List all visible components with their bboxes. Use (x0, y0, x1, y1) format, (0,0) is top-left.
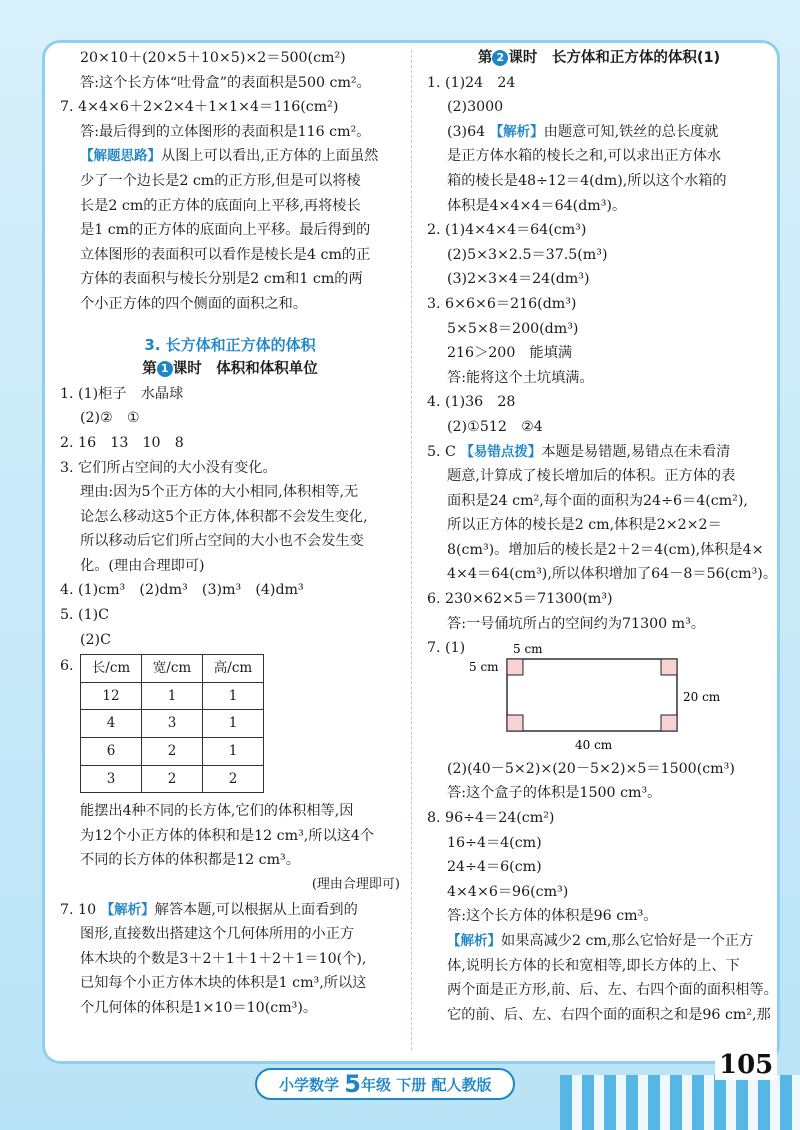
footer-term: 下册 (396, 1076, 427, 1094)
table-row (81, 738, 264, 766)
hint-line: 少了一个边长是2 cm的正方形,但是可以将棱 (80, 172, 361, 189)
text-line: 两个面是正方形,前、后、左、右四个面的面积相等。 (447, 982, 778, 999)
answer-line: 答:最后得到的立体图形的表面积是116 cm²。 (80, 123, 371, 140)
answer-line: 答:这个盒子的体积是1500 cm³。 (447, 785, 662, 802)
column-divider (411, 50, 412, 1050)
text-line: 已知每个小正方体木块的体积是1 cm³,所以这 (80, 975, 367, 992)
question-5 (427, 440, 771, 465)
hint-line: 是1 cm的正方体的底面向上平移。最后得到的 (80, 222, 371, 239)
dimension-table (80, 654, 264, 793)
text-line: 20×10＋(20×5＋10×5)×2＝500(cm²) (80, 50, 346, 66)
footer-book-title (255, 1068, 515, 1100)
footer-subject: 小学数学 (279, 1076, 340, 1094)
corner-square (661, 715, 677, 731)
question-2: 2. (1)4×4×4＝64(cm³) (427, 222, 587, 239)
hint-line: 个小正方体的四个侧面的面积之和。 (80, 295, 308, 312)
question-5: 5. (1)C (60, 607, 109, 624)
footer-edition: 配人教版 (431, 1076, 492, 1094)
table-cell: 1 (203, 710, 264, 738)
question-2: 2. 16 13 10 8 (60, 434, 184, 451)
question-1: 1. (1)24 24 (427, 74, 516, 91)
corner-square (661, 659, 677, 675)
hint-line: 方体的表面积与棱长分别是2 cm和1 cm的两 (80, 271, 363, 288)
text-line: 5×5×8＝200(dm³) (447, 320, 579, 337)
analysis-text: 由题意可知,铁丝的总长度就 (543, 123, 719, 140)
question-7: 7. 4×4×6＋2×2×4＋1×1×4＝116(cm²) (60, 99, 339, 116)
lesson-name: 课时 长方体和正方体的体积(1) (508, 50, 721, 66)
analysis-line (427, 929, 771, 954)
analysis-text: 如果高减少2 cm,那么它恰好是一个正方 (501, 933, 754, 949)
footer-grade-word: 年级 (360, 1076, 391, 1094)
table-cell: 6 (81, 738, 142, 766)
table-header-row (81, 655, 264, 683)
box-net-diagram (447, 639, 747, 757)
lesson-prefix: 第 (142, 361, 157, 378)
table-cell: 12 (81, 682, 142, 710)
question-5-part: (2)C (80, 631, 111, 648)
table-cell: 2 (142, 738, 203, 766)
hint-tag: 【解题思路】 (80, 148, 161, 165)
error-tip-text: 本题是易错题,易错点在未看清 (541, 443, 731, 460)
answer-line: 答:这个长方体的体积是96 cm³。 (447, 908, 658, 925)
error-tip-tag: 【易错点拨】 (460, 443, 542, 460)
footer-stripes (560, 1075, 800, 1130)
hint-line: 立体图形的表面积可以看作是棱长是4 cm的正 (80, 246, 371, 263)
box-net-figure (447, 639, 771, 757)
question-2-part: (3)2×3×4＝24(dm³) (447, 271, 590, 288)
table-cell: 3 (142, 710, 203, 738)
question-2-part: (2)5×3×2.5＝37.5(m³) (447, 246, 608, 263)
hint-line: 长是2 cm的正方体的底面向上平移,再将棱长 (80, 197, 361, 214)
page-number: 105 (715, 1050, 777, 1080)
lesson-number-badge: 1 (157, 361, 173, 377)
part-answer: (3)64 (447, 123, 486, 140)
question-6: 6. 230×62×5＝71300(m³) (427, 591, 613, 608)
question-8: 8. 96÷4＝24(cm²) (427, 810, 555, 827)
question-7b (60, 898, 400, 923)
question-5-answer: 5. C (427, 443, 456, 460)
table-header: 高/cm (203, 655, 264, 683)
right-column (427, 46, 778, 1027)
table-cell: 1 (142, 682, 203, 710)
text-line: 图形,直接数出搭建这个几何体所用的小正方 (80, 926, 355, 943)
table-cell: 2 (142, 765, 203, 793)
text-line: 体木块的个数是3＋2＋1＋1＋2＋1＝10(个), (80, 950, 367, 967)
text-line: 16÷4＝4(cm) (447, 834, 542, 851)
text-line: 8(cm³)。增加后的棱长是2＋2＝4(cm),体积是4× (447, 541, 764, 558)
text-line: 能摆出4种不同的长方体,它们的体积相等,因 (80, 803, 354, 820)
footer-grade-number: 5 (344, 1070, 361, 1098)
lesson-title (427, 46, 771, 71)
text-line: 面积是24 cm²,每个面的面积为24÷6＝4(cm²), (447, 492, 748, 509)
text-line: 它的前、后、左、右四个面的面积之和是96 cm²,那 (447, 1006, 771, 1023)
text-line: 箱的棱长是48÷12＝4(dm),所以这个水箱的 (447, 172, 727, 189)
question-7b-answer: 7. 10 (60, 901, 97, 918)
question-4: 4. (1)cm³ (2)dm³ (3)m³ (4)dm³ (60, 582, 304, 599)
right-label: 20 cm (683, 689, 721, 704)
text-line: 为12个小正方体的体积和是12 cm³,所以这4个 (80, 827, 375, 844)
table-cell: 4 (81, 710, 142, 738)
text-line: 理由:因为5个正方体的大小相同,体积相等,无 (80, 484, 359, 501)
corner-square (507, 659, 523, 675)
text-line: (2)(40－5×2)×(20－5×2)×5＝1500(cm³) (447, 760, 735, 777)
sheet-rectangle (507, 659, 677, 731)
question-4: 4. (1)36 28 (427, 394, 516, 411)
analysis-tag: 【解析】 (447, 933, 501, 949)
hint-text: 从图上可以看出,正方体的上面虽然 (161, 148, 379, 165)
lesson-prefix: 第 (477, 50, 493, 66)
top-label: 5 cm (513, 641, 543, 656)
text-line: 论怎么移动这5个正方体,体积都不会发生变化, (80, 508, 368, 525)
question-1: 1. (1)柜子 水晶球 (60, 385, 184, 402)
text-line: 4×4×6＝96(cm³) (447, 883, 569, 900)
question-4-part: (2)①512 ②4 (447, 418, 543, 435)
section-title: 3. 长方体和正方体的体积 (144, 335, 316, 354)
text-line: 个几何体的体积是1×10＝10(cm³)。 (80, 999, 318, 1016)
left-column (60, 46, 400, 1021)
lesson-title (60, 357, 400, 382)
lesson-name: 课时 体积和体积单位 (172, 361, 318, 378)
corner-square (507, 715, 523, 731)
text-line: 所以移动后它们所占空间的大小也不会发生变 (80, 533, 364, 550)
reason-note: (理由合理即可) (311, 877, 400, 892)
table-header: 宽/cm (142, 655, 203, 683)
text-line: 24÷4＝6(cm) (447, 859, 542, 876)
text-line: 体积是4×4×4＝64(dm³)。 (447, 197, 627, 214)
answer-page (42, 40, 780, 1064)
analysis-text: 解答本题,可以根据从上面看到的 (154, 901, 358, 918)
table-header: 长/cm (81, 655, 142, 683)
question-3: 3. 6×6×6＝216(dm³) (427, 295, 577, 312)
table-cell: 3 (81, 765, 142, 793)
question-6-number: 6. (60, 658, 74, 675)
text-line: 是正方体水箱的棱长之和,可以求出正方体水 (447, 148, 722, 165)
text-line: 4×4＝64(cm³),所以体积增加了64－8＝56(cm³)。 (447, 566, 778, 583)
text-line: 216＞200 能填满 (447, 345, 573, 362)
question-1-part: (2)3000 (447, 99, 504, 116)
text-line: 不同的长方体的体积都是12 cm³。 (80, 852, 300, 869)
answer-line: 答:一号俑坑所占的空间约为71300 m³。 (447, 615, 706, 632)
question-1-part: (2)② ① (80, 410, 140, 427)
question-6 (60, 654, 400, 793)
table-row (81, 682, 264, 710)
table-row (81, 710, 264, 738)
text-line: 体,说明长方体的长和宽相等,即长方体的上、下 (447, 957, 740, 974)
text-line: 题意,计算成了棱长增加后的体积。正方体的表 (447, 468, 736, 485)
answer-line: 答:能将这个土坑填满。 (447, 369, 594, 386)
table-cell: 1 (203, 738, 264, 766)
question-7: 7. (1) (427, 640, 466, 657)
analysis-tag: 【解析】 (100, 901, 155, 918)
table-cell: 2 (203, 765, 264, 793)
text-line: 答:这个长方体“吐骨盒”的表面积是500 cm²。 (80, 74, 371, 91)
left-label: 5 cm (469, 659, 499, 674)
lesson-number-badge: 2 (492, 50, 508, 66)
question-3: 3. 它们所占空间的大小没有变化。 (60, 459, 277, 476)
text-line: 所以正方体的棱长是2 cm,体积是2×2×2＝ (447, 517, 722, 534)
table-cell: 1 (203, 682, 264, 710)
table-row (81, 765, 264, 793)
bottom-label: 40 cm (575, 737, 613, 752)
analysis-tag: 【解析】 (489, 123, 544, 140)
question-1-part (427, 120, 771, 145)
text-line: 化。(理由合理即可) (80, 557, 205, 574)
hint-line (60, 144, 400, 169)
